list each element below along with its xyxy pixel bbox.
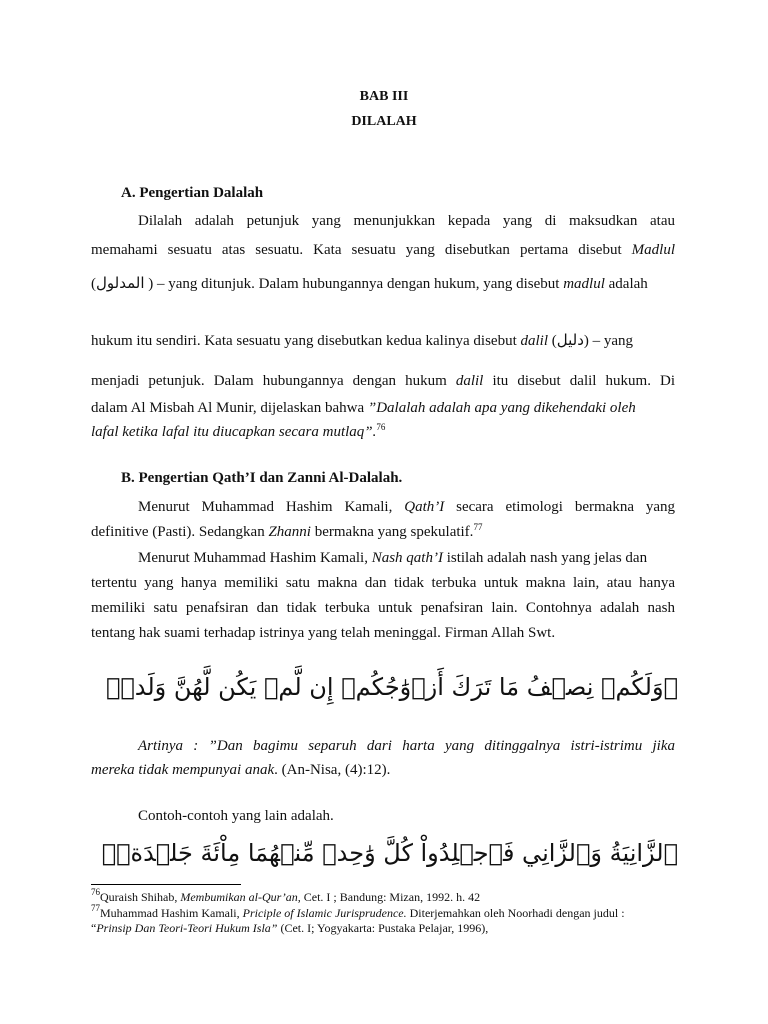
section-a-paragraph-line: hukum itu sendiri. Kata sesuatu yang disebutkan kedua kalinya disebut dalil (دليل) – yang xyxy=(91,331,634,349)
quotation: lafal ketika lafal itu diucapkan secara mutlaq”. xyxy=(91,424,377,440)
chapter-number: BAB III xyxy=(359,89,409,104)
section-a-paragraph-line xyxy=(91,422,675,442)
term-dalil: dalil xyxy=(520,333,549,349)
examples-intro: Contoh-contoh yang lain adalah. xyxy=(138,808,334,824)
quran-verse-an-nisa: ۞وَلَكُمۡ نِصۡفُ مَا تَرَكَ أَزۡوَٰجُكُمۡ إِن لَّمۡ يَكُن لَّهُنَّ وَلَدٞۚ xyxy=(105,673,678,701)
arabic-dalil: دليل xyxy=(556,331,584,349)
section-b-paragraph-line: definitive (Pasti). Sedangkan Zhanni bermakna yang spekulatif.$^{77}$ xyxy=(91,522,483,540)
section-b-heading: B. Pengertian Qath’I dan Zanni Al-Dalalah. xyxy=(121,470,403,486)
section-a-paragraph-line: (المدلول ) – yang ditunjuk. Dalam hubungannya dengan hukum, yang disebut madlul adalah xyxy=(91,274,648,292)
section-a-paragraph-line: memahami sesuatu atas sesuatu. Kata sesuatu yang disebutkan pertama disebut Madlul xyxy=(91,242,676,258)
section-a-paragraph-line: Dilalah adalah petunjuk yang menunjukkan kepada yang di maksudkan atau xyxy=(138,213,675,229)
section-b-paragraph-line: memiliki satu penafsiran dan tidak terbuka untuk penafsiran lain. Contohnya adalah nash xyxy=(91,600,675,616)
term-qathi: Qath’I xyxy=(404,499,445,515)
quran-verse-an-nur: ٱلزَّانِيَةُ وَٱلزَّانِي فَٱجۡلِدُواْ كُلَّ وَٰحِدٖ مِّنۡهُمَا مِاْئَةَ جَلۡدَةٖۖ xyxy=(101,839,678,867)
footnote-77-continued: “Prinsip Dan Teori-Teori Hukum Isla” (Cet. I; Yogyakarta: Pustaka Pelajar, 1996), xyxy=(91,921,489,935)
term-dalil-inline: dalil xyxy=(455,373,484,389)
translation-line: Artinya : ”Dan bagimu separuh dari harta yang ditinggalnya istri-istrimu jika xyxy=(138,738,675,754)
footnote-77: $^{77}$Muhammad Hashim Kamali, Priciple of Islamic Jurisprudence. Diterjemahkan oleh Noorhadi dengan judul : xyxy=(91,903,625,920)
translation-line: mereka tidak mempunyai anak. (An-Nisa, (4):12). xyxy=(91,762,391,778)
footnote-divider xyxy=(91,884,241,885)
section-b-paragraph-line: Menurut Muhammad Hashim Kamali, Qath’I secara etimologi bermakna yang xyxy=(138,499,676,515)
term-nash-qathi: Nash qath’I xyxy=(371,550,443,566)
section-a-paragraph-line: dalam Al Misbah Al Munir, dijelaskan bahwa ”Dalalah adalah apa yang dikehendaki oleh xyxy=(91,400,636,416)
footnote-ref-76[interactable]: 76 xyxy=(376,422,386,432)
section-b-paragraph-line: tentang hak suami terhadap istrinya yang telah meninggal. Firman Allah Swt. xyxy=(91,625,556,641)
footnote-76: $^{76}$Quraish Shihab, Membumikan al-Qur’an, Cet. I ; Bandung: Mizan, 1992. h. 42 xyxy=(91,887,481,904)
section-a-heading: A. Pengertian Dalalah xyxy=(121,185,264,201)
quotation: ”Dalalah adalah apa yang dikehendaki oleh xyxy=(367,400,636,416)
chapter-title: DILALAH xyxy=(351,114,417,129)
section-a-paragraph-line: menjadi petunjuk. Dalam hubungannya dengan hukum dalil itu disebut dalil hukum. Di xyxy=(91,373,676,389)
footnote-ref-77[interactable]: 77 xyxy=(473,522,483,532)
section-b-paragraph-line: Menurut Muhammad Hashim Kamali, Nash qath’I istilah adalah nash yang jelas dan xyxy=(138,550,648,566)
term-madlul-lowercase: madlul xyxy=(563,276,605,292)
term-zhanni: Zhanni xyxy=(268,524,311,540)
section-b-paragraph-line: tertentu yang hanya memiliki satu makna dan tidak terbuka untuk makna lain, atau hanya xyxy=(91,575,675,591)
arabic-madlul: المدلول xyxy=(96,274,145,292)
term-madlul: Madlul xyxy=(631,242,676,258)
